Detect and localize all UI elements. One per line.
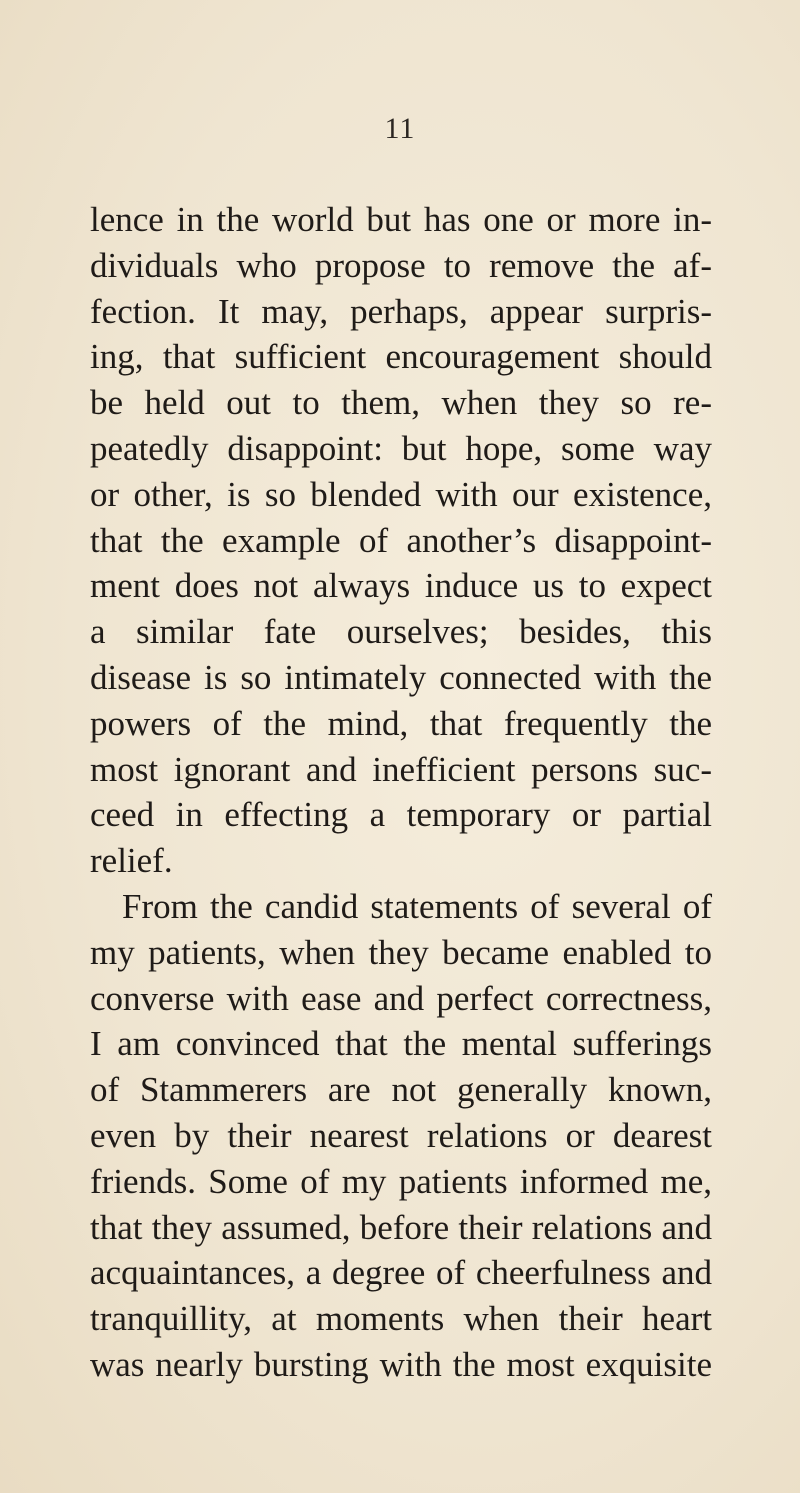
body-text <box>90 197 712 1388</box>
page-number: 11 <box>384 112 416 145</box>
text-line: dividuals who propose to remove the af- <box>90 245 712 285</box>
text-line: I am convinced that the mental sufferings <box>90 1024 712 1064</box>
text-line: most ignorant and inefficient persons suc- <box>90 749 712 789</box>
text-line: From the candid statements of several of <box>122 886 712 926</box>
text-line: fection. It may, perhaps, appear surpris- <box>90 291 712 331</box>
text-line: peatedly disappoint: but hope, some way <box>90 428 712 468</box>
text-line: ceed in effecting a temporary or partial <box>90 795 712 835</box>
text-line: was nearly bursting with the most exquisite <box>90 1344 712 1384</box>
text-line: converse with ease and perfect correctness, <box>90 978 712 1018</box>
text-line: that the example of another’s disappoint- <box>90 520 712 560</box>
text-line: ing, that sufficient encouragement should <box>90 337 712 377</box>
text-line: that they assumed, before their relations and <box>90 1207 712 1247</box>
text-line: ment does not always induce us to expect <box>90 566 712 606</box>
text-line: acquaintances, a degree of cheerfulness and <box>90 1253 712 1293</box>
text-line: be held out to them, when they so re- <box>90 383 712 423</box>
text-line: of Stammerers are not generally known, <box>90 1070 712 1110</box>
text-line: my patients, when they became enabled to <box>90 932 712 972</box>
text-line: lence in the world but has one or more in- <box>90 200 712 239</box>
text-line: tranquillity, at moments when their heart <box>90 1299 712 1339</box>
text-line: relief. <box>90 841 173 881</box>
text-line: disease is so intimately connected with the <box>90 657 712 697</box>
text-line: or other, is so blended with our existence, <box>90 474 712 514</box>
text-line: a similar fate ourselves; besides, this <box>90 612 712 652</box>
text-line: powers of the mind, that frequently the <box>90 703 712 743</box>
text-line: friends. Some of my patients informed me, <box>90 1161 712 1201</box>
text-line: even by their nearest relations or dearest <box>90 1115 712 1155</box>
